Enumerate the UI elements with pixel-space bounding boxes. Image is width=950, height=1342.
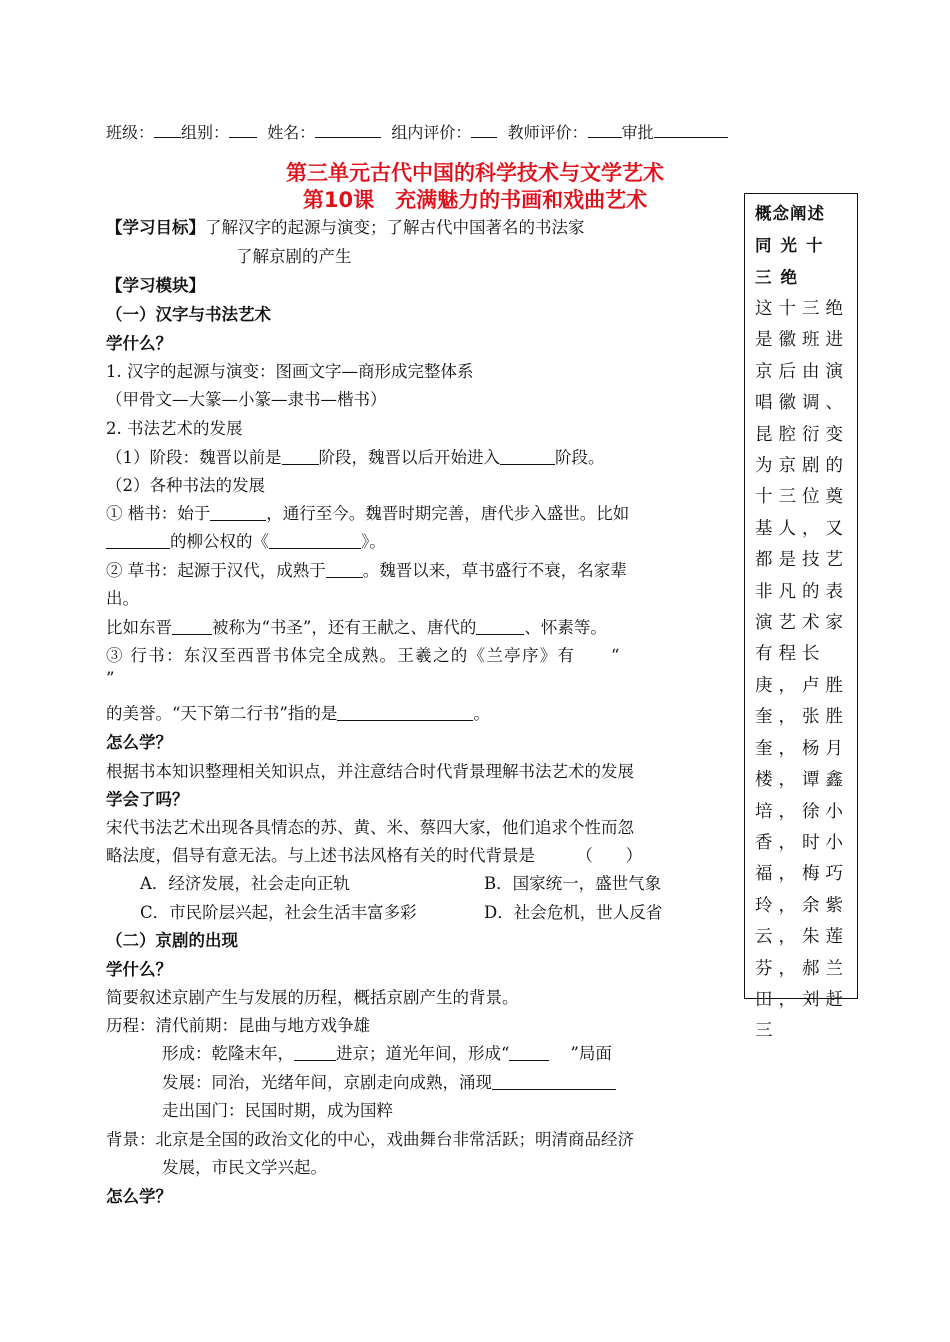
header-line xyxy=(106,121,728,143)
s1-p11: ③ 行书：东汉至西晋书体完全成熟。王羲之的《兰亭序》有 “ xyxy=(106,646,621,665)
shusheng-blank[interactable] xyxy=(172,620,212,635)
s1-p13a: 的美誉。“天下第二行书”指的是 xyxy=(106,704,338,723)
sidebar-heading-1: 概念阐述 xyxy=(755,204,825,223)
huiban-blank[interactable] xyxy=(294,1046,336,1061)
section1-how-heading: 怎么学？ xyxy=(106,733,172,752)
class-blank[interactable] xyxy=(154,121,181,138)
h2b: 进京；道光年间，形成“ xyxy=(336,1044,510,1063)
group-label: 组别： xyxy=(181,123,230,142)
section2-heading: （二）京剧的出现 xyxy=(106,931,238,950)
history-line-4: 走出国门：民国时期，成为国粹 xyxy=(162,1101,393,1120)
s1-p7 xyxy=(106,532,386,552)
peer-eval-label: 组内评价： xyxy=(391,123,472,142)
second-xingshu-blank[interactable] xyxy=(337,706,473,721)
section1-heading: （一）汉字与书法艺术 xyxy=(106,305,271,324)
section2-intro: 简要叙述京剧产生与发展的历程，概括京剧产生的背景。 xyxy=(106,988,519,1007)
s1-p5: （2）各种书法的发展 xyxy=(106,476,265,495)
unit-title: 第三单元古代中国的科学技术与文学艺术 xyxy=(286,161,664,185)
s1-p4b: 阶段，魏晋以后开始进入 xyxy=(318,448,500,467)
s1-p8 xyxy=(106,561,627,581)
history-line-2 xyxy=(162,1044,612,1064)
s1-p10b: 被称为“书圣”，还有王献之、唐代的 xyxy=(212,618,477,637)
option-c[interactable]: C．市民阶层兴起，社会生活丰富多彩 xyxy=(140,903,417,922)
s1-p8b: 。魏晋以来，草书盛行不衰，名家辈 xyxy=(362,561,627,580)
goals-text-1: 了解汉字的起源与演变；了解古代中国著名的书法家 xyxy=(205,218,585,237)
section1-check-heading: 学会了吗？ xyxy=(106,790,189,809)
s1-p2: （甲骨文—大篆—小篆—隶书—楷书） xyxy=(106,390,387,409)
s1-p7a: 的柳公权的《 xyxy=(170,532,269,551)
section1-how-text: 根据书本知识整理相关知识点，并注意结合时代背景理解书法艺术的发展 xyxy=(106,762,634,781)
s1-p6b: ，通行至今。魏晋时期完善，唐代步入盛世。比如 xyxy=(266,504,630,523)
name-label: 姓名： xyxy=(267,123,316,142)
liugongquan-work-blank[interactable] xyxy=(269,534,361,549)
peer-eval-blank[interactable] xyxy=(471,121,497,138)
h2c: ”局面 xyxy=(570,1044,612,1063)
section2-what-heading: 学什么？ xyxy=(106,960,172,979)
stage-blank-2[interactable] xyxy=(500,450,555,465)
approve-blank[interactable] xyxy=(654,121,728,138)
s1-p10 xyxy=(106,618,607,638)
performers-blank[interactable] xyxy=(492,1075,616,1090)
h3: 发展：同治，光绪年间，京剧走向成熟，涌现 xyxy=(162,1073,492,1092)
option-a[interactable]: A．经济发展，社会走向正轨 xyxy=(140,874,350,893)
s1-p4a: （1）阶段：魏晋以前是 xyxy=(106,448,282,467)
approve-label: 审批 xyxy=(621,123,654,142)
tang-calligrapher-blank[interactable] xyxy=(476,620,524,635)
modules-label: 【学习模块】 xyxy=(106,276,205,295)
goals-line-2: 了解京剧的产生 xyxy=(236,247,352,266)
pattern-blank[interactable] xyxy=(509,1046,549,1061)
teacher-eval-blank[interactable] xyxy=(588,121,622,138)
class-label: 班级： xyxy=(106,123,155,142)
section2-how-heading: 怎么学？ xyxy=(106,1187,172,1206)
s1-p10c: 、怀素等。 xyxy=(524,618,607,637)
name-blank[interactable] xyxy=(315,121,381,138)
option-d[interactable]: D．社会危机，世人反省 xyxy=(484,903,663,922)
s1-p6 xyxy=(106,504,629,524)
s1-p13b: 。 xyxy=(473,704,490,723)
background-line-1: 背景：北京是全国的政治文化的中心，戏曲舞台非常活跃；明清商品经济 xyxy=(106,1130,634,1149)
quiz-q1: 宋代书法艺术出现各具情态的苏、黄、米、蔡四大家，他们追求个性而忽 xyxy=(106,818,634,837)
group-blank[interactable] xyxy=(229,121,257,138)
sidebar-heading-2: 同光十三绝 xyxy=(755,236,832,287)
history-line-1: 历程：清代前期：昆曲与地方戏争雄 xyxy=(106,1016,370,1035)
quiz-q2: 略法度，倡导有意无法。与上述书法风格有关的时代背景是 （ ） xyxy=(106,846,643,865)
s1-p12: ” xyxy=(106,669,115,688)
goals-label: 【学习目标】 xyxy=(106,218,205,237)
caoshu-mature-blank[interactable] xyxy=(326,563,363,578)
s1-p8a: ② 草书：起源于汉代，成熟于 xyxy=(106,561,326,580)
s1-p6a: ① 楷书：始于 xyxy=(106,504,211,523)
goals-line-1 xyxy=(106,218,585,238)
lesson-title: 第10课 充满魅力的书画和戏曲艺术 xyxy=(302,188,648,212)
sidebar-body: 这十三绝是徽班进京后由演唱徽调、昆腔衍变为京剧的十三位奠基人，又都是技艺非凡的表演艺术家有程长庚，卢胜奎，张胜奎，杨月楼，谭鑫培，徐小香，时小福，梅巧玲，余紫云，朱莲芬，郝兰田，刘赶三 xyxy=(755,299,849,1042)
s1-p3: 2. 书法艺术的发展 xyxy=(106,419,243,438)
stage-blank-1[interactable] xyxy=(282,450,319,465)
option-b[interactable]: B．国家统一，盛世气象 xyxy=(484,874,662,893)
s1-p13 xyxy=(106,704,490,724)
kaishu-origin-blank[interactable] xyxy=(210,506,266,521)
s1-p1: 1. 汉字的起源与演变：图画文字—商形成完整体系 xyxy=(106,362,474,381)
concept-sidebar xyxy=(744,193,858,1042)
background-line-2: 发展，市民文学兴起。 xyxy=(162,1158,327,1177)
s1-p4c: 阶段。 xyxy=(555,448,605,467)
s1-p4 xyxy=(106,448,605,468)
s1-p9: 出。 xyxy=(106,589,139,608)
liugongquan-era-blank[interactable] xyxy=(106,534,170,549)
s1-p10a: 比如东晋 xyxy=(106,618,172,637)
section1-what-heading: 学什么？ xyxy=(106,334,172,353)
s1-p7b: 》。 xyxy=(361,532,386,551)
history-line-3 xyxy=(162,1073,616,1093)
h2a: 形成：乾隆末年， xyxy=(162,1044,294,1063)
teacher-eval-label: 教师评价： xyxy=(507,123,588,142)
